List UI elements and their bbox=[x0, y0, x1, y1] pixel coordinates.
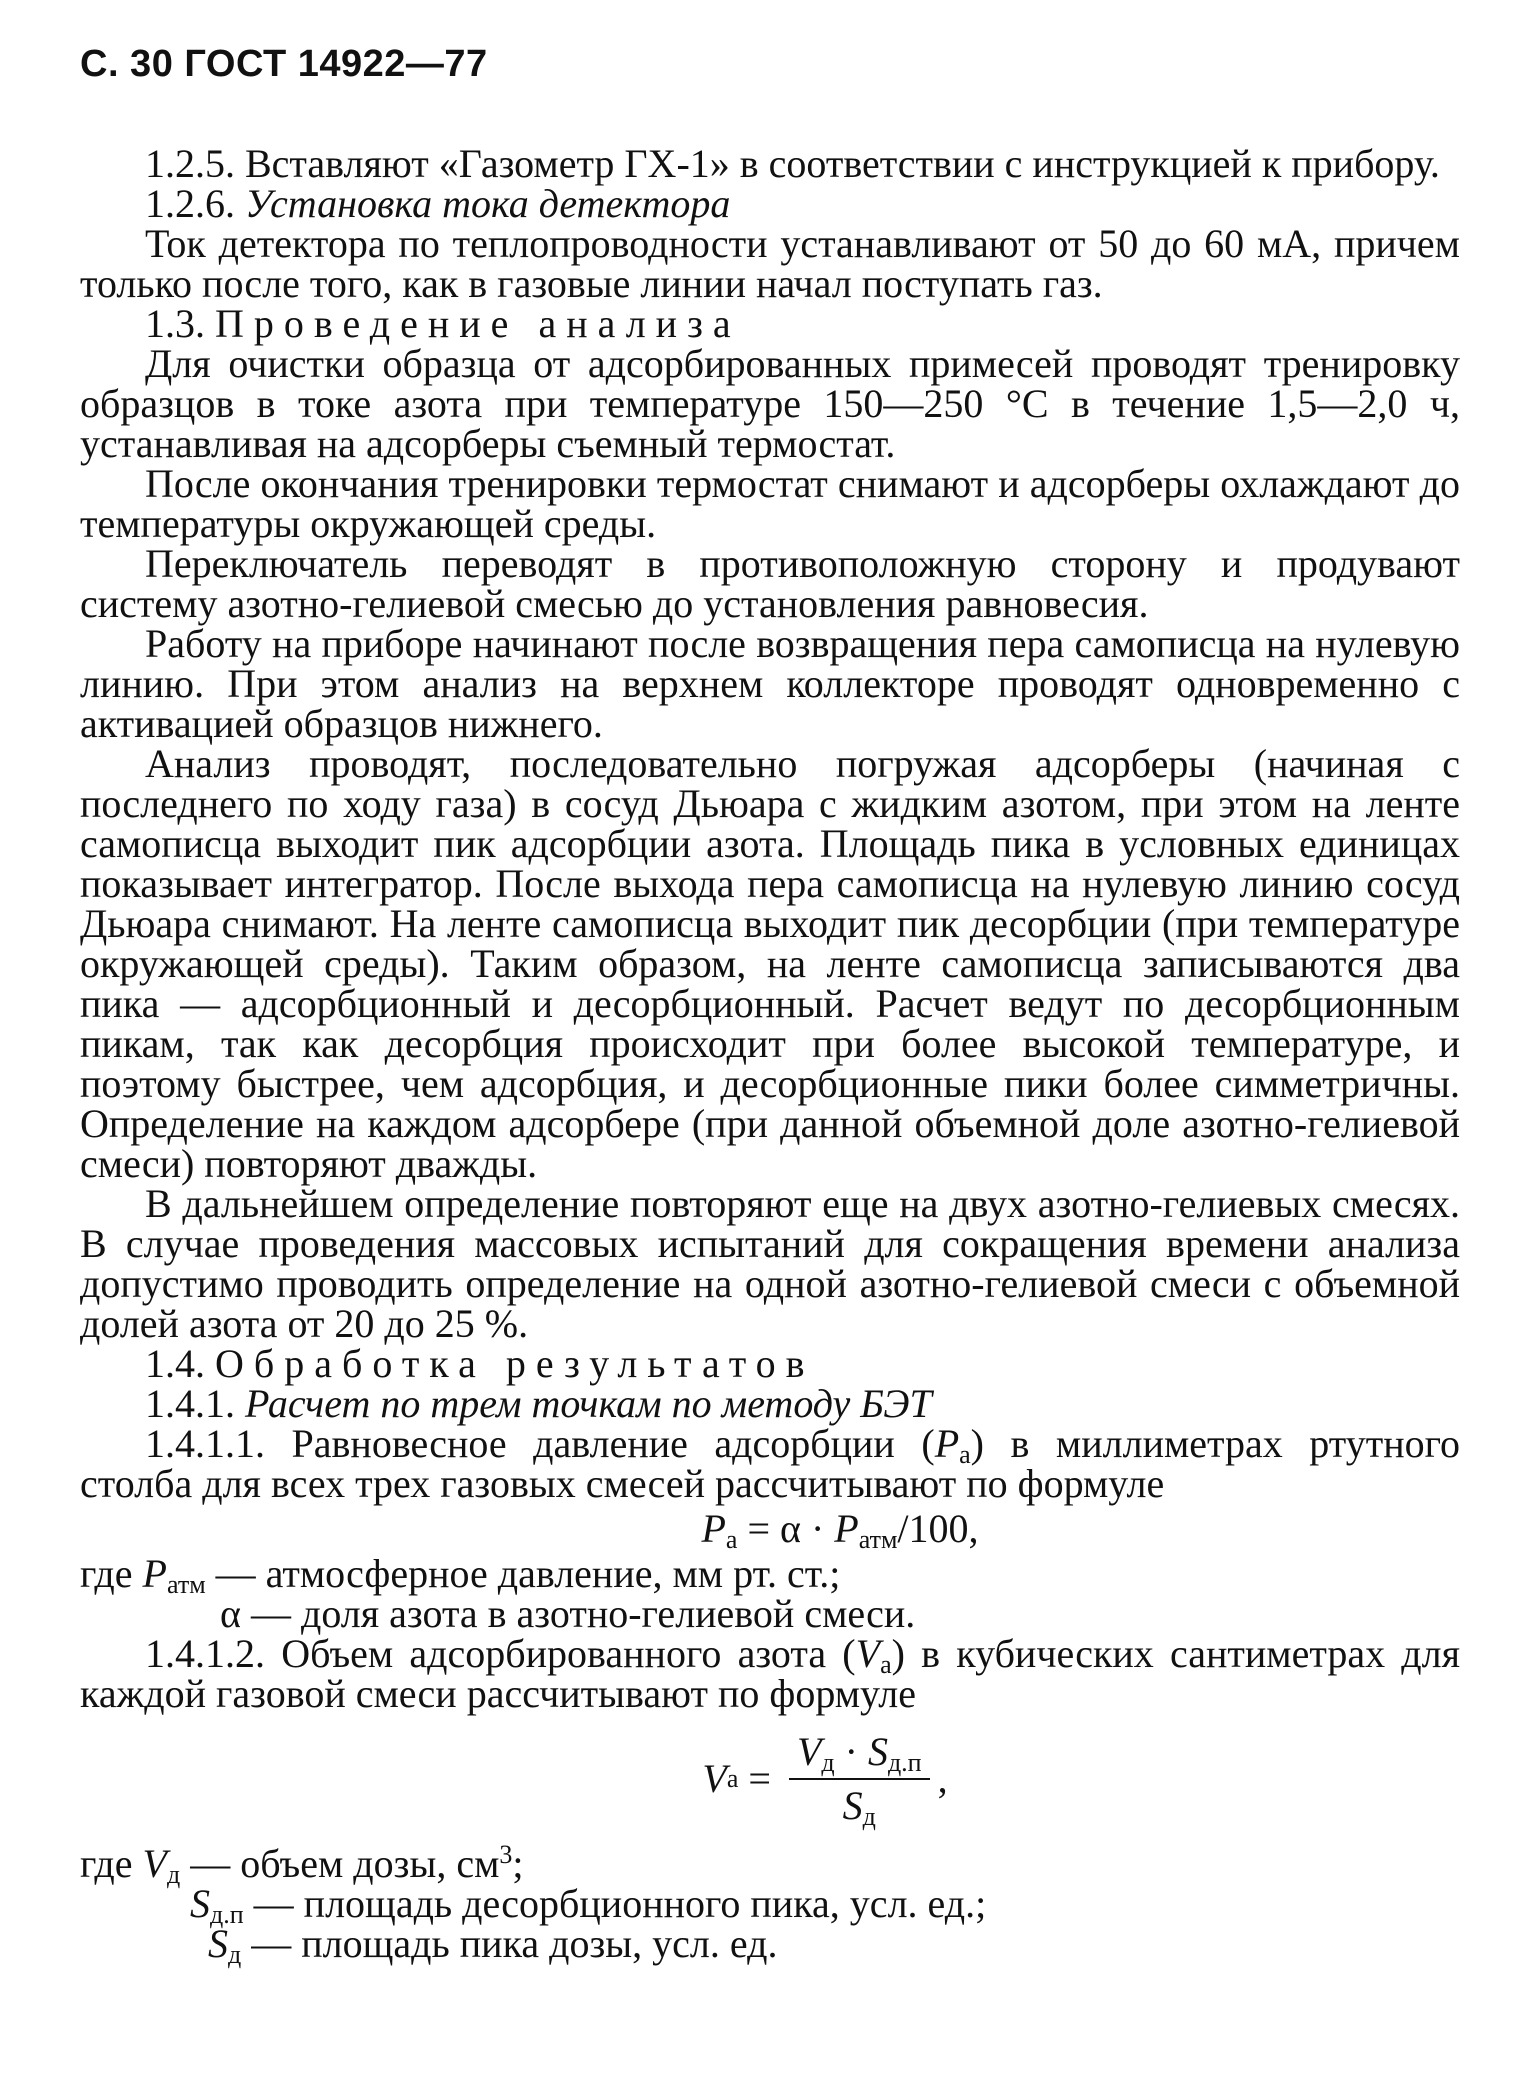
text-part: ) в кубических сантиметрах для каждой газовой смеси рассчитывают по формуле bbox=[80, 1631, 1460, 1716]
operator: = α · bbox=[737, 1506, 835, 1551]
variable-p: P bbox=[934, 1421, 960, 1466]
where-line-3 bbox=[80, 1840, 1460, 1889]
operator: · bbox=[834, 1729, 868, 1774]
heading-1-2-6 bbox=[80, 181, 1460, 226]
section-number: 1.4. bbox=[145, 1341, 205, 1386]
formula-pressure bbox=[80, 1504, 1460, 1554]
where-line-2 bbox=[80, 1591, 1460, 1636]
paragraph-1-3-f: В дальнейшем определение повторяют еще на двух азотно-гелиевых смесях. В случае проведения массовых испытаний для сокращения времени анализа допустимо проводить определение на одной азотно-гелиевой смеси с объемной долей азота от 20 до 25 %. bbox=[80, 1181, 1460, 1346]
page-header: С. 30 ГОСТ 14922—77 bbox=[80, 43, 488, 85]
section-title: Установка тока детектора bbox=[245, 181, 731, 226]
subscript: д.п bbox=[210, 1900, 244, 1929]
section-title: Проведение анализа bbox=[215, 301, 741, 346]
fraction bbox=[789, 1729, 930, 1831]
paragraph-1-2-5: 1.2.5. Вставляют «Газометр ГХ-1» в соответствии с инструкцией к прибору. bbox=[145, 141, 1440, 186]
paragraph-1-3-c: Переключатель переводят в противоположную сторону и продувают систему азотно-гелиевой смесью до установления равновесия. bbox=[80, 541, 1460, 626]
text-part: 1.4.1.2. Объем адсорбированного азота ( bbox=[145, 1631, 856, 1676]
subscript: атм bbox=[858, 1525, 898, 1554]
subscript: а bbox=[880, 1650, 892, 1679]
variable-p: P bbox=[834, 1506, 859, 1551]
variable-s: S bbox=[208, 1921, 228, 1966]
section-number: 1.2.6. bbox=[145, 181, 235, 226]
definition-text: — объем дозы, см bbox=[180, 1841, 500, 1886]
document-body bbox=[80, 141, 1461, 1969]
paragraph-1-3-b: После окончания тренировки термостат снимают и адсорберы охлаждают до температуры окружающей среды. bbox=[80, 461, 1460, 546]
paragraph-1-3-a: Для очистки образца от адсорбированных примесей проводят тренировку образцов в токе азота при температуре 150—250 °С в течение 1,5—2,0 ч, устанавливая на адсорберы съемный термостат. bbox=[80, 341, 1460, 466]
formula-tail: /100, bbox=[897, 1506, 979, 1551]
heading-1-4-1 bbox=[80, 1381, 1460, 1426]
subscript: а bbox=[725, 1525, 738, 1554]
subscript: атм bbox=[166, 1570, 206, 1599]
variable-p: P bbox=[701, 1506, 726, 1551]
variable-s: S bbox=[190, 1881, 210, 1926]
formula-volume: V а = $\frac{V_д \cdot S_{д.п}}{S_д}$ , bbox=[702, 1729, 948, 1831]
variable-v: V bbox=[855, 1631, 881, 1676]
heading-1-4 bbox=[80, 1341, 1460, 1386]
text-part: ) в миллиметрах ртутного столба для всех трех газовых смесей рассчитывают по формуле bbox=[80, 1421, 1461, 1506]
where-prefix: где bbox=[80, 1841, 143, 1886]
section-number: 1.4.1. bbox=[145, 1381, 235, 1426]
variable-v: V bbox=[796, 1729, 822, 1774]
where-line-5 bbox=[80, 1921, 1460, 1969]
punctuation: ; bbox=[512, 1841, 524, 1886]
operator: = bbox=[738, 1756, 781, 1801]
section-title: Расчет по трем точкам по методу БЭТ bbox=[245, 1381, 932, 1426]
variable-p: P bbox=[142, 1551, 167, 1596]
definition-text: — площадь десорбционного пика, усл. ед.; bbox=[243, 1881, 987, 1926]
formula-tail: , bbox=[937, 1756, 948, 1801]
heading-1-3 bbox=[80, 301, 1460, 346]
variable-s: S bbox=[842, 1783, 863, 1828]
paragraph-1-2-6: Ток детектора по теплопроводности устанавливают от 50 до 60 мА, причем только после того, как в газовые линии начал поступать газ. bbox=[80, 221, 1460, 306]
subscript: д bbox=[821, 1748, 835, 1777]
fraction-denominator bbox=[842, 1780, 876, 1831]
variable-v: V bbox=[702, 1756, 727, 1801]
subscript: д bbox=[862, 1802, 876, 1831]
definition-text: — доля азота в азотно-гелиевой смеси. bbox=[240, 1591, 916, 1636]
subscript: д bbox=[166, 1860, 181, 1889]
fraction-numerator bbox=[789, 1730, 930, 1780]
paragraph-1-4-1-1 bbox=[80, 1421, 1461, 1506]
where-prefix: где bbox=[80, 1551, 143, 1596]
section-number: 1.3. bbox=[145, 301, 205, 346]
variable-s: S bbox=[867, 1729, 888, 1774]
where-line-1 bbox=[80, 1551, 1460, 1599]
section-title: Обработка результатов bbox=[215, 1341, 815, 1386]
paragraph-1-3-d: Работу на приборе начинают после возвращения пера самописца на нулевую линию. При этом анализ на верхнем коллекторе проводят одновременно с активацией образцов нижнего. bbox=[80, 621, 1460, 746]
subscript: а bbox=[959, 1440, 971, 1469]
subscript: д.п bbox=[887, 1748, 922, 1777]
text-part: 1.4.1.1. Равновесное давление адсорбции ( bbox=[145, 1421, 935, 1466]
subscript: д bbox=[228, 1940, 242, 1969]
paragraph-1-4-1-2 bbox=[80, 1631, 1460, 1716]
variable-alpha: α bbox=[220, 1591, 241, 1636]
variable-v: V bbox=[142, 1841, 167, 1886]
paragraph-1-3-e: Анализ проводят, последовательно погружая адсорберы (начиная с последнего по ходу газа) в сосуд Дьюара с жидким азотом, при этом на ленте самописца выходит пик адсорбции азота. Площадь пика в условных единицах показывает интегратор. После выхода пера самописца на нулевую линию сосуд Дьюара снимают. На ленте самописца выходит пик десорбции (при температуре окружающей среды). Таким образом, на ленте самописца записываются два пика — адсорбционный и десорбционный. Расчет ведут по десорбционным пикам, так как десорбция происходит при более высокой температуре, и поэтому быстрее, чем адсорбция, и десорбционные пики более симметричны. Определение на каждом адсорбере (при данной объемной доле азотно-гелиевой смеси) повторяют дважды. bbox=[80, 741, 1460, 1186]
superscript: 3 bbox=[499, 1840, 513, 1869]
where-line-4 bbox=[80, 1881, 1460, 1929]
definition-text: — атмосферное давление, мм рт. ст.; bbox=[205, 1551, 841, 1596]
definition-text: — площадь пика дозы, усл. ед. bbox=[241, 1921, 778, 1966]
